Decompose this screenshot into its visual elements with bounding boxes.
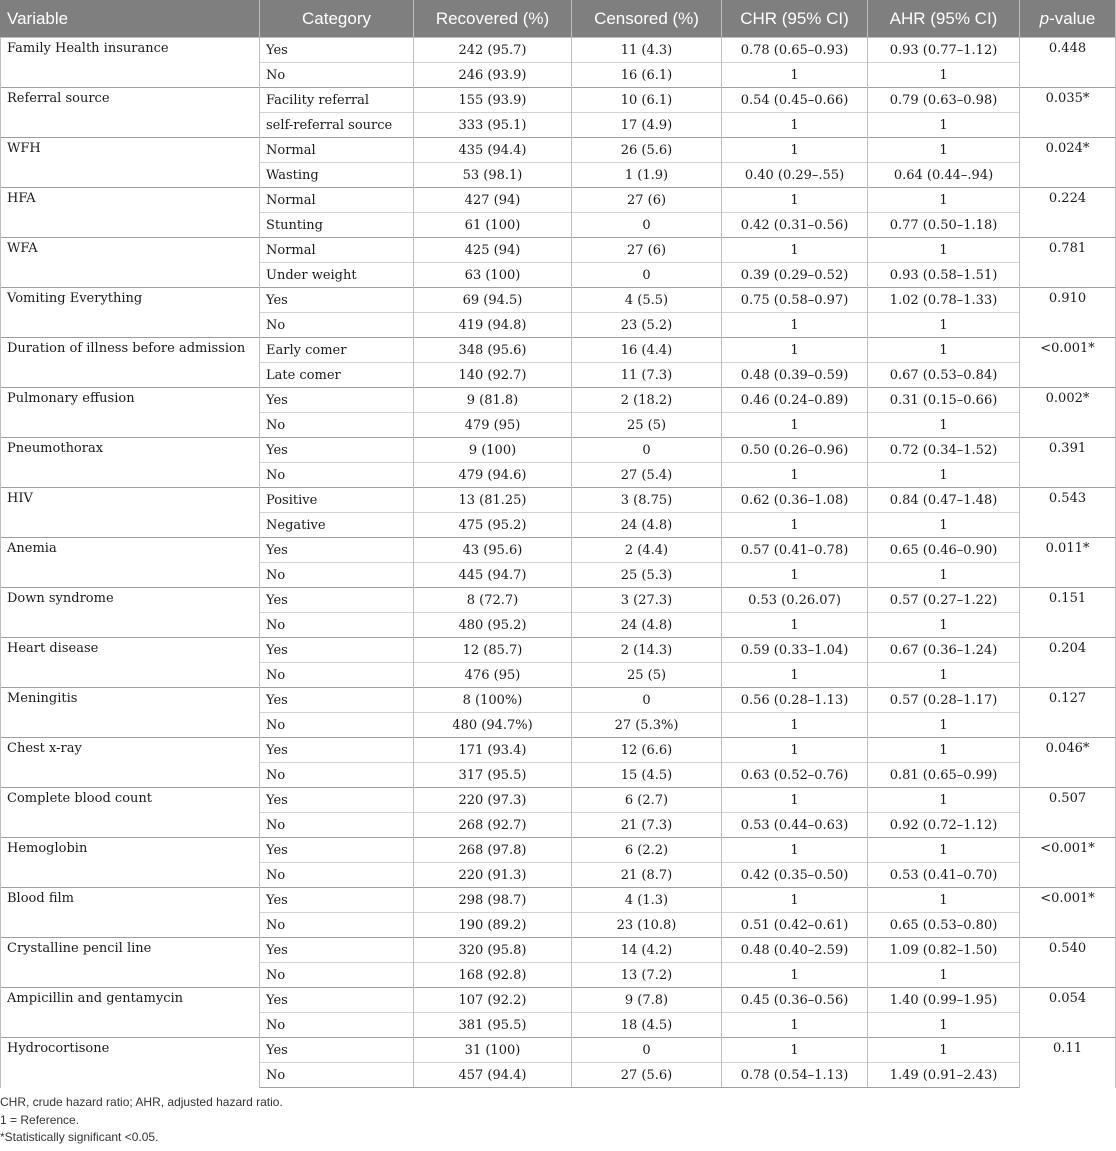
- censored-cell: 21 (8.7): [572, 863, 722, 888]
- censored-cell: 25 (5.3): [572, 563, 722, 588]
- category-cell: Yes: [260, 638, 414, 663]
- category-cell: Yes: [260, 38, 414, 63]
- category-cell: No: [260, 713, 414, 738]
- category-cell: Yes: [260, 288, 414, 313]
- ahr-cell: 0.93 (0.77–1.12): [868, 38, 1020, 63]
- footnotes: [0, 1094, 283, 1147]
- pvalue-cell: 0.540: [1020, 938, 1116, 988]
- chr-cell: 0.63 (0.52–0.76): [722, 763, 868, 788]
- recovered-cell: 13 (81.25): [414, 488, 572, 513]
- table-row: [1, 988, 1116, 1013]
- censored-cell: 3 (8.75): [572, 488, 722, 513]
- recovered-cell: 246 (93.9): [414, 63, 572, 88]
- ahr-cell: 1.02 (0.78–1.33): [868, 288, 1020, 313]
- censored-cell: 4 (1.3): [572, 888, 722, 913]
- chr-cell: 1: [722, 963, 868, 988]
- recovered-cell: 69 (94.5): [414, 288, 572, 313]
- recovered-cell: 168 (92.8): [414, 963, 572, 988]
- censored-cell: 0: [572, 213, 722, 238]
- pvalue-cell: 0.391: [1020, 438, 1116, 488]
- recovered-cell: 320 (95.8): [414, 938, 572, 963]
- ahr-cell: 0.57 (0.28–1.17): [868, 688, 1020, 713]
- ahr-cell: 0.31 (0.15–0.66): [868, 388, 1020, 413]
- censored-cell: 6 (2.2): [572, 838, 722, 863]
- chr-cell: 1: [722, 563, 868, 588]
- category-cell: Yes: [260, 438, 414, 463]
- header-pvalue: [1020, 1, 1116, 38]
- chr-cell: 0.78 (0.54–1.13): [722, 1063, 868, 1088]
- table-row: [1, 88, 1116, 113]
- censored-cell: 3 (27.3): [572, 588, 722, 613]
- pvalue-cell: 0.054: [1020, 988, 1116, 1038]
- category-cell: No: [260, 813, 414, 838]
- recovered-cell: 480 (95.2): [414, 613, 572, 638]
- category-cell: No: [260, 1063, 414, 1088]
- variable-cell: Ampicillin and gentamycin: [1, 988, 260, 1038]
- variable-cell: Blood film: [1, 888, 260, 938]
- variable-cell: Pulmonary effusion: [1, 388, 260, 438]
- recovered-cell: 12 (85.7): [414, 638, 572, 663]
- variable-cell: WFA: [1, 238, 260, 288]
- censored-cell: 21 (7.3): [572, 813, 722, 838]
- pvalue-cell: <0.001*: [1020, 888, 1116, 938]
- censored-cell: 16 (6.1): [572, 63, 722, 88]
- chr-cell: 0.48 (0.39–0.59): [722, 363, 868, 388]
- ahr-cell: 1: [868, 113, 1020, 138]
- censored-cell: 27 (6): [572, 238, 722, 263]
- chr-cell: 0.56 (0.28–1.13): [722, 688, 868, 713]
- footnote-reference: 1 = Reference.: [0, 1112, 80, 1127]
- variable-cell: Down syndrome: [1, 588, 260, 638]
- table-row: [1, 188, 1116, 213]
- recovered-cell: 348 (95.6): [414, 338, 572, 363]
- pvalue-cell: 0.151: [1020, 588, 1116, 638]
- ahr-cell: 0.64 (0.44–.94): [868, 163, 1020, 188]
- ahr-cell: 0.57 (0.27–1.22): [868, 588, 1020, 613]
- recovered-cell: 419 (94.8): [414, 313, 572, 338]
- chr-cell: 0.78 (0.65–0.93): [722, 38, 868, 63]
- table-row: [1, 538, 1116, 563]
- table-row: [1, 38, 1116, 63]
- table-row: [1, 938, 1116, 963]
- variable-cell: HIV: [1, 488, 260, 538]
- censored-cell: 0: [572, 1038, 722, 1063]
- censored-cell: 1 (1.9): [572, 163, 722, 188]
- ahr-cell: 0.84 (0.47–1.48): [868, 488, 1020, 513]
- recovered-cell: 476 (95): [414, 663, 572, 688]
- category-cell: Yes: [260, 788, 414, 813]
- pvalue-cell: 0.507: [1020, 788, 1116, 838]
- censored-cell: 0: [572, 263, 722, 288]
- recovered-cell: 457 (94.4): [414, 1063, 572, 1088]
- chr-cell: 0.57 (0.41–0.78): [722, 538, 868, 563]
- ahr-cell: 1: [868, 1038, 1020, 1063]
- ahr-cell: 1: [868, 788, 1020, 813]
- category-cell: Negative: [260, 513, 414, 538]
- category-cell: Under weight: [260, 263, 414, 288]
- category-cell: Yes: [260, 588, 414, 613]
- ahr-cell: 1: [868, 238, 1020, 263]
- category-cell: No: [260, 663, 414, 688]
- ahr-cell: 0.53 (0.41–0.70): [868, 863, 1020, 888]
- header-censored: Censored (%): [572, 1, 722, 38]
- category-cell: Yes: [260, 888, 414, 913]
- chr-cell: 0.42 (0.31–0.56): [722, 213, 868, 238]
- header-chr: CHR (95% CI): [722, 1, 868, 38]
- variable-cell: Vomiting Everything: [1, 288, 260, 338]
- variable-cell: WFH: [1, 138, 260, 188]
- censored-cell: 16 (4.4): [572, 338, 722, 363]
- category-cell: Late comer: [260, 363, 414, 388]
- pvalue-cell: 0.204: [1020, 638, 1116, 688]
- pvalue-cell: 0.024*: [1020, 138, 1116, 188]
- category-cell: Positive: [260, 488, 414, 513]
- censored-cell: 25 (5): [572, 663, 722, 688]
- censored-cell: 27 (5.6): [572, 1063, 722, 1088]
- variable-cell: HFA: [1, 188, 260, 238]
- recovered-cell: 31 (100): [414, 1038, 572, 1063]
- category-cell: Wasting: [260, 163, 414, 188]
- censored-cell: 6 (2.7): [572, 788, 722, 813]
- ahr-cell: 1: [868, 313, 1020, 338]
- chr-cell: 0.54 (0.45–0.66): [722, 88, 868, 113]
- variable-cell: Meningitis: [1, 688, 260, 738]
- chr-cell: 1: [722, 113, 868, 138]
- table-row: [1, 788, 1116, 813]
- recovered-cell: 140 (92.7): [414, 363, 572, 388]
- censored-cell: 25 (5): [572, 413, 722, 438]
- chr-cell: 1: [722, 138, 868, 163]
- header-row: [1, 1, 1116, 38]
- ahr-cell: 1: [868, 963, 1020, 988]
- recovered-cell: 155 (93.9): [414, 88, 572, 113]
- chr-cell: 1: [722, 188, 868, 213]
- variable-cell: Heart disease: [1, 638, 260, 688]
- censored-cell: 13 (7.2): [572, 963, 722, 988]
- chr-cell: 0.59 (0.33–1.04): [722, 638, 868, 663]
- censored-cell: 9 (7.8): [572, 988, 722, 1013]
- recovered-cell: 220 (97.3): [414, 788, 572, 813]
- table-row: [1, 838, 1116, 863]
- chr-cell: 0.75 (0.58–0.97): [722, 288, 868, 313]
- chr-cell: 1: [722, 313, 868, 338]
- category-cell: Yes: [260, 838, 414, 863]
- ahr-cell: 1: [868, 663, 1020, 688]
- censored-cell: 26 (5.6): [572, 138, 722, 163]
- table-row: [1, 488, 1116, 513]
- recovered-cell: 220 (91.3): [414, 863, 572, 888]
- pvalue-cell: 0.002*: [1020, 388, 1116, 438]
- ahr-cell: 1: [868, 738, 1020, 763]
- recovered-cell: 425 (94): [414, 238, 572, 263]
- censored-cell: 10 (6.1): [572, 88, 722, 113]
- variable-cell: Referral source: [1, 88, 260, 138]
- pvalue-cell: 0.127: [1020, 688, 1116, 738]
- ahr-cell: 1: [868, 138, 1020, 163]
- censored-cell: 11 (4.3): [572, 38, 722, 63]
- ahr-cell: 1: [868, 413, 1020, 438]
- censored-cell: 0: [572, 688, 722, 713]
- header-ahr: AHR (95% CI): [868, 1, 1020, 38]
- recovered-cell: 381 (95.5): [414, 1013, 572, 1038]
- chr-cell: 1: [722, 788, 868, 813]
- category-cell: Normal: [260, 188, 414, 213]
- chr-cell: 1: [722, 888, 868, 913]
- recovered-cell: 480 (94.7%): [414, 713, 572, 738]
- chr-cell: 0.42 (0.35–0.50): [722, 863, 868, 888]
- chr-cell: 0.62 (0.36–1.08): [722, 488, 868, 513]
- recovered-cell: 9 (81.8): [414, 388, 572, 413]
- variable-cell: Family Health insurance: [1, 38, 260, 88]
- chr-cell: 1: [722, 463, 868, 488]
- table-row: [1, 238, 1116, 263]
- table-body: [1, 38, 1116, 1088]
- censored-cell: 0: [572, 438, 722, 463]
- censored-cell: 12 (6.6): [572, 738, 722, 763]
- category-cell: Yes: [260, 988, 414, 1013]
- chr-cell: 1: [722, 663, 868, 688]
- chr-cell: 1: [722, 1013, 868, 1038]
- censored-cell: 24 (4.8): [572, 613, 722, 638]
- recovered-cell: 445 (94.7): [414, 563, 572, 588]
- ahr-cell: 0.79 (0.63–0.98): [868, 88, 1020, 113]
- table-row: [1, 438, 1116, 463]
- ahr-cell: 1: [868, 463, 1020, 488]
- footnote-abbreviations: CHR, crude hazard ratio; AHR, adjusted hazard ratio.: [0, 1095, 283, 1109]
- category-cell: No: [260, 863, 414, 888]
- chr-cell: 0.53 (0.44–0.63): [722, 813, 868, 838]
- chr-cell: 0.39 (0.29–0.52): [722, 263, 868, 288]
- ahr-cell: 1: [868, 338, 1020, 363]
- censored-cell: 11 (7.3): [572, 363, 722, 388]
- recovered-cell: 242 (95.7): [414, 38, 572, 63]
- ahr-cell: 0.77 (0.50–1.18): [868, 213, 1020, 238]
- category-cell: No: [260, 413, 414, 438]
- censored-cell: 2 (14.3): [572, 638, 722, 663]
- category-cell: Yes: [260, 938, 414, 963]
- category-cell: Yes: [260, 738, 414, 763]
- censored-cell: 2 (18.2): [572, 388, 722, 413]
- recovered-cell: 8 (100%): [414, 688, 572, 713]
- censored-cell: 23 (5.2): [572, 313, 722, 338]
- ahr-cell: 1: [868, 513, 1020, 538]
- pvalue-cell: 0.224: [1020, 188, 1116, 238]
- chr-cell: 0.40 (0.29–.55): [722, 163, 868, 188]
- censored-cell: 15 (4.5): [572, 763, 722, 788]
- recovered-cell: 435 (94.4): [414, 138, 572, 163]
- chr-cell: 0.45 (0.36–0.56): [722, 988, 868, 1013]
- chr-cell: 0.53 (0.26.07): [722, 588, 868, 613]
- recovered-cell: 479 (94.6): [414, 463, 572, 488]
- category-cell: Stunting: [260, 213, 414, 238]
- category-cell: No: [260, 563, 414, 588]
- category-cell: self-referral source: [260, 113, 414, 138]
- pvalue-cell: 0.448: [1020, 38, 1116, 88]
- chr-cell: 1: [722, 738, 868, 763]
- ahr-cell: 1: [868, 613, 1020, 638]
- category-cell: No: [260, 963, 414, 988]
- recovered-cell: 171 (93.4): [414, 738, 572, 763]
- variable-cell: Hydrocortisone: [1, 1038, 260, 1088]
- ahr-cell: 0.67 (0.36–1.24): [868, 638, 1020, 663]
- recovered-cell: 427 (94): [414, 188, 572, 213]
- recovered-cell: 268 (92.7): [414, 813, 572, 838]
- recovered-cell: 43 (95.6): [414, 538, 572, 563]
- pvalue-cell: 0.035*: [1020, 88, 1116, 138]
- table-row: [1, 638, 1116, 663]
- category-cell: Yes: [260, 1038, 414, 1063]
- chr-cell: 1: [722, 838, 868, 863]
- category-cell: No: [260, 1013, 414, 1038]
- table-row: [1, 888, 1116, 913]
- header-variable: Variable: [1, 1, 260, 38]
- category-cell: No: [260, 613, 414, 638]
- ahr-cell: 1.40 (0.99–1.95): [868, 988, 1020, 1013]
- pvalue-cell: 0.910: [1020, 288, 1116, 338]
- censored-cell: 18 (4.5): [572, 1013, 722, 1038]
- table-row: [1, 738, 1116, 763]
- category-cell: Facility referral: [260, 88, 414, 113]
- category-cell: Yes: [260, 688, 414, 713]
- chr-cell: 1: [722, 338, 868, 363]
- censored-cell: 4 (5.5): [572, 288, 722, 313]
- chr-cell: 1: [722, 63, 868, 88]
- ahr-cell: 1: [868, 63, 1020, 88]
- chr-cell: 0.50 (0.26–0.96): [722, 438, 868, 463]
- ahr-cell: 1: [868, 1013, 1020, 1038]
- censored-cell: 14 (4.2): [572, 938, 722, 963]
- variable-cell: Crystalline pencil line: [1, 938, 260, 988]
- ahr-cell: 1: [868, 188, 1020, 213]
- ahr-cell: 1.49 (0.91–2.43): [868, 1063, 1020, 1088]
- category-cell: Yes: [260, 538, 414, 563]
- table-row: [1, 288, 1116, 313]
- header-pvalue-suffix: -value: [1049, 9, 1096, 28]
- ahr-cell: 0.65 (0.46–0.90): [868, 538, 1020, 563]
- ahr-cell: 1.09 (0.82–1.50): [868, 938, 1020, 963]
- chr-cell: 1: [722, 413, 868, 438]
- variable-cell: Duration of illness before admission: [1, 338, 260, 388]
- pvalue-cell: 0.11: [1020, 1038, 1116, 1088]
- chr-cell: 1: [722, 613, 868, 638]
- chr-cell: 1: [722, 513, 868, 538]
- chr-cell: 0.51 (0.42–0.61): [722, 913, 868, 938]
- pvalue-cell: 0.781: [1020, 238, 1116, 288]
- pvalue-cell: 0.543: [1020, 488, 1116, 538]
- pvalue-cell: <0.001*: [1020, 338, 1116, 388]
- censored-cell: 27 (6): [572, 188, 722, 213]
- censored-cell: 2 (4.4): [572, 538, 722, 563]
- censored-cell: 27 (5.4): [572, 463, 722, 488]
- table-row: [1, 688, 1116, 713]
- header-category: Category: [260, 1, 414, 38]
- category-cell: No: [260, 913, 414, 938]
- variable-cell: Hemoglobin: [1, 838, 260, 888]
- recovered-cell: 53 (98.1): [414, 163, 572, 188]
- table-row: [1, 588, 1116, 613]
- pvalue-cell: <0.001*: [1020, 838, 1116, 888]
- category-cell: Yes: [260, 388, 414, 413]
- chr-cell: 0.46 (0.24–0.89): [722, 388, 868, 413]
- chr-cell: 1: [722, 1038, 868, 1063]
- ahr-cell: 1: [868, 838, 1020, 863]
- ahr-cell: 0.81 (0.65–0.99): [868, 763, 1020, 788]
- category-cell: No: [260, 763, 414, 788]
- category-cell: No: [260, 463, 414, 488]
- variable-cell: Anemia: [1, 538, 260, 588]
- recovered-cell: 61 (100): [414, 213, 572, 238]
- recovered-cell: 190 (89.2): [414, 913, 572, 938]
- recovered-cell: 8 (72.7): [414, 588, 572, 613]
- category-cell: Early comer: [260, 338, 414, 363]
- chr-cell: 1: [722, 713, 868, 738]
- recovered-cell: 298 (98.7): [414, 888, 572, 913]
- category-cell: Normal: [260, 138, 414, 163]
- recovered-cell: 333 (95.1): [414, 113, 572, 138]
- ahr-cell: 0.72 (0.34–1.52): [868, 438, 1020, 463]
- censored-cell: 24 (4.8): [572, 513, 722, 538]
- variable-cell: Chest x-ray: [1, 738, 260, 788]
- ahr-cell: 0.92 (0.72–1.12): [868, 813, 1020, 838]
- recovered-cell: 63 (100): [414, 263, 572, 288]
- pvalue-cell: 0.046*: [1020, 738, 1116, 788]
- recovered-cell: 268 (97.8): [414, 838, 572, 863]
- censored-cell: 17 (4.9): [572, 113, 722, 138]
- chr-cell: 1: [722, 238, 868, 263]
- header-pvalue-p: p: [1039, 9, 1050, 28]
- censored-cell: 23 (10.8): [572, 913, 722, 938]
- ahr-cell: 1: [868, 563, 1020, 588]
- recovered-cell: 9 (100): [414, 438, 572, 463]
- recovered-cell: 317 (95.5): [414, 763, 572, 788]
- table-row: [1, 388, 1116, 413]
- variable-cell: Complete blood count: [1, 788, 260, 838]
- chr-cell: 0.48 (0.40–2.59): [722, 938, 868, 963]
- table-row: [1, 1038, 1116, 1063]
- ahr-cell: 1: [868, 888, 1020, 913]
- ahr-cell: 0.67 (0.53–0.84): [868, 363, 1020, 388]
- ahr-cell: 0.93 (0.58–1.51): [868, 263, 1020, 288]
- category-cell: No: [260, 313, 414, 338]
- variable-cell: Pneumothorax: [1, 438, 260, 488]
- ahr-cell: 0.65 (0.53–0.80): [868, 913, 1020, 938]
- censored-cell: 27 (5.3%): [572, 713, 722, 738]
- table-row: [1, 338, 1116, 363]
- category-cell: No: [260, 63, 414, 88]
- recovered-cell: 479 (95): [414, 413, 572, 438]
- header-recovered: Recovered (%): [414, 1, 572, 38]
- footnote-significance: *Statistically significant <0.05.: [0, 1130, 159, 1144]
- table-row: [1, 138, 1116, 163]
- pvalue-cell: 0.011*: [1020, 538, 1116, 588]
- recovered-cell: 475 (95.2): [414, 513, 572, 538]
- category-cell: Normal: [260, 238, 414, 263]
- recovered-cell: 107 (92.2): [414, 988, 572, 1013]
- ahr-cell: 1: [868, 713, 1020, 738]
